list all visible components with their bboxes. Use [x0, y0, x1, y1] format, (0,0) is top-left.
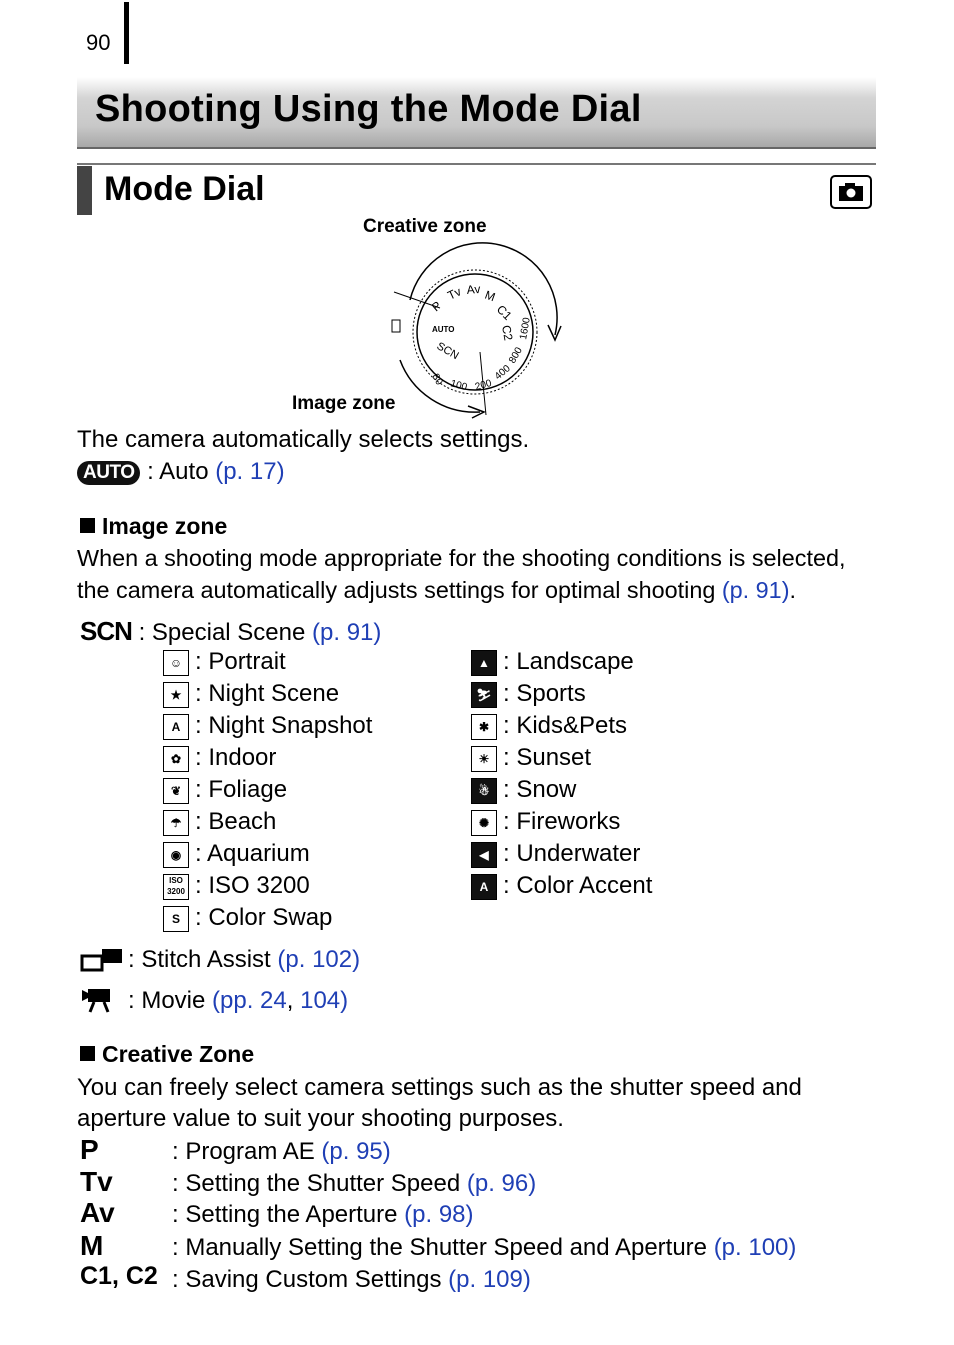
- square-bullet-icon: [80, 518, 95, 533]
- portrait-icon: ☺: [163, 650, 189, 676]
- scn-line: [80, 616, 381, 647]
- period: .: [789, 577, 796, 603]
- image-zone-heading: [80, 513, 227, 540]
- movie-link-104[interactable]: 104): [300, 987, 349, 1014]
- camera-icon: [830, 175, 872, 209]
- scn-link[interactable]: (p. 91): [312, 619, 382, 646]
- mode-custom: [172, 1266, 531, 1294]
- night-snapshot-icon: A: [163, 714, 189, 740]
- dial-mark-av: Av: [466, 281, 482, 297]
- scene-indoor: : Indoor: [195, 744, 277, 771]
- dial-mark-80: 80: [429, 372, 445, 388]
- mode-av-text: : Setting the Aperture: [172, 1201, 405, 1228]
- color-accent-icon: A: [471, 874, 497, 900]
- tv-symbol: Tv: [80, 1166, 113, 1197]
- scene-beach: : Beach: [195, 808, 277, 835]
- intro-text: The camera automatically selects settings.: [77, 426, 530, 453]
- dial-mark-200: 200: [473, 377, 493, 393]
- movie-line: [128, 987, 348, 1015]
- fireworks-icon: ✺: [471, 810, 497, 836]
- c1-c2-symbol: C1, C2: [80, 1262, 158, 1290]
- dial-mark-p: P: [428, 298, 445, 315]
- mode-custom-link[interactable]: (p. 109): [448, 1266, 531, 1293]
- section-rule: [77, 163, 876, 165]
- movie-text: : Movie: [128, 987, 213, 1014]
- mode-tv-link[interactable]: (p. 96): [466, 1170, 537, 1197]
- page-title: Shooting Using the Mode Dial: [95, 88, 642, 130]
- dial-mark-c1: C1: [493, 302, 515, 323]
- iso-3200-icon: ISO 3200: [163, 874, 189, 900]
- mode-m-link[interactable]: (p. 100): [713, 1234, 797, 1261]
- mode-program-ae-link[interactable]: (p. 95): [321, 1138, 391, 1165]
- image-zone-desc-1: When a shooting mode appropriate for the shooting conditions is selected,: [77, 545, 846, 571]
- scene-sunset: : Sunset: [503, 744, 592, 771]
- auto-text: : Auto: [140, 458, 216, 485]
- m-symbol: M: [80, 1230, 104, 1261]
- aquarium-icon: ◉: [163, 842, 189, 868]
- mode-av: [172, 1201, 474, 1229]
- scene-night-scene: : Night Scene: [195, 680, 340, 707]
- snow-icon: ☃: [471, 778, 497, 804]
- dial-mark-1600: 1600: [518, 316, 533, 341]
- section-title: Mode Dial: [104, 170, 265, 208]
- creative-zone-heading-text: Creative Zone: [102, 1041, 255, 1067]
- dial-mark-tv: Tv: [445, 284, 464, 303]
- section-bar: [77, 166, 92, 215]
- scene-aquarium: : Aquarium: [195, 840, 310, 867]
- dial-mark-scn: SCN: [434, 340, 461, 363]
- dial-mark-100: 100: [449, 378, 469, 394]
- page-number: 90: [86, 30, 111, 55]
- auto-line: [77, 458, 285, 486]
- scene-kids-pets: : Kids&Pets: [503, 712, 628, 739]
- scene-night-snapshot: : Night Snapshot: [195, 712, 373, 739]
- indoor-icon: ✿: [163, 746, 189, 772]
- page-number-divider: [124, 2, 129, 64]
- creative-desc-2: aperture value to suit your shooting purposes.: [77, 1105, 564, 1132]
- stitch-assist-icon: [80, 946, 126, 974]
- creative-zone-heading: [80, 1041, 254, 1068]
- scene-color-accent: : Color Accent: [503, 872, 653, 899]
- image-zone-desc-2-text: the camera automatically adjusts settings for optimal shooting: [77, 577, 722, 603]
- scene-foliage: : Foliage: [195, 776, 288, 803]
- dial-mark-m: M: [482, 287, 498, 305]
- scene-underwater: : Underwater: [503, 840, 641, 867]
- image-zone-desc-2: [77, 577, 796, 604]
- dial-mark-auto: AUTO: [432, 325, 455, 334]
- movie-link-24[interactable]: (pp. 24: [212, 987, 287, 1014]
- scene-landscape: : Landscape: [503, 648, 634, 675]
- landscape-icon: ▲: [471, 650, 497, 676]
- scene-snow: : Snow: [503, 776, 577, 803]
- scene-iso-3200: : ISO 3200: [195, 872, 310, 899]
- scene-portrait: : Portrait: [195, 648, 286, 675]
- mode-m-text: : Manually Setting the Shutter Speed and Aperture: [172, 1234, 714, 1261]
- image-zone-link[interactable]: (p. 91): [721, 577, 790, 603]
- mode-tv-text: : Setting the Shutter Speed: [172, 1170, 467, 1197]
- mode-m: [172, 1234, 796, 1262]
- creative-desc-1: You can freely select camera settings such as the shutter speed and: [77, 1074, 802, 1101]
- underwater-icon: ◀: [471, 842, 497, 868]
- square-bullet-icon: [80, 1046, 95, 1061]
- stitch-line: [128, 946, 360, 974]
- movie-icon: [80, 986, 116, 1014]
- stitch-text: : Stitch Assist: [128, 946, 278, 973]
- kids-pets-icon: ✱: [471, 714, 497, 740]
- color-swap-icon: S: [163, 906, 189, 932]
- image-zone-heading-text: Image zone: [102, 513, 228, 539]
- av-symbol: Av: [80, 1197, 115, 1228]
- scn-text: : Special Scene: [131, 619, 313, 646]
- dial-mark-400: 400: [492, 363, 513, 383]
- night-scene-icon: ★: [163, 682, 189, 708]
- movie-sep: ,: [286, 987, 301, 1014]
- program-ae-symbol: P: [80, 1134, 99, 1165]
- image-zone-label: Image zone: [292, 393, 396, 414]
- foliage-icon: ❦: [163, 778, 189, 804]
- beach-icon: ☂: [163, 810, 189, 836]
- mode-custom-text: : Saving Custom Settings: [172, 1266, 449, 1293]
- scn-icon: SCN: [80, 616, 132, 646]
- scene-color-swap: : Color Swap: [195, 904, 333, 931]
- dial-mark-c2: C2: [499, 324, 516, 342]
- scene-fireworks: : Fireworks: [503, 808, 621, 835]
- sports-icon: ⛷: [471, 682, 497, 708]
- mode-program-ae-text: : Program AE: [172, 1138, 322, 1165]
- auto-icon: AUTO: [77, 461, 140, 485]
- mode-dial-diagram: [380, 240, 570, 420]
- auto-link[interactable]: (p. 17): [215, 458, 285, 485]
- sunset-icon: ☀: [471, 746, 497, 772]
- scene-sports: : Sports: [503, 680, 586, 707]
- mode-tv: [172, 1170, 536, 1198]
- mode-av-link[interactable]: (p. 98): [404, 1201, 474, 1228]
- mode-program-ae: [172, 1138, 391, 1166]
- dial-mark-800: 800: [507, 345, 525, 366]
- stitch-link[interactable]: (p. 102): [277, 946, 361, 973]
- creative-zone-label: Creative zone: [363, 216, 487, 237]
